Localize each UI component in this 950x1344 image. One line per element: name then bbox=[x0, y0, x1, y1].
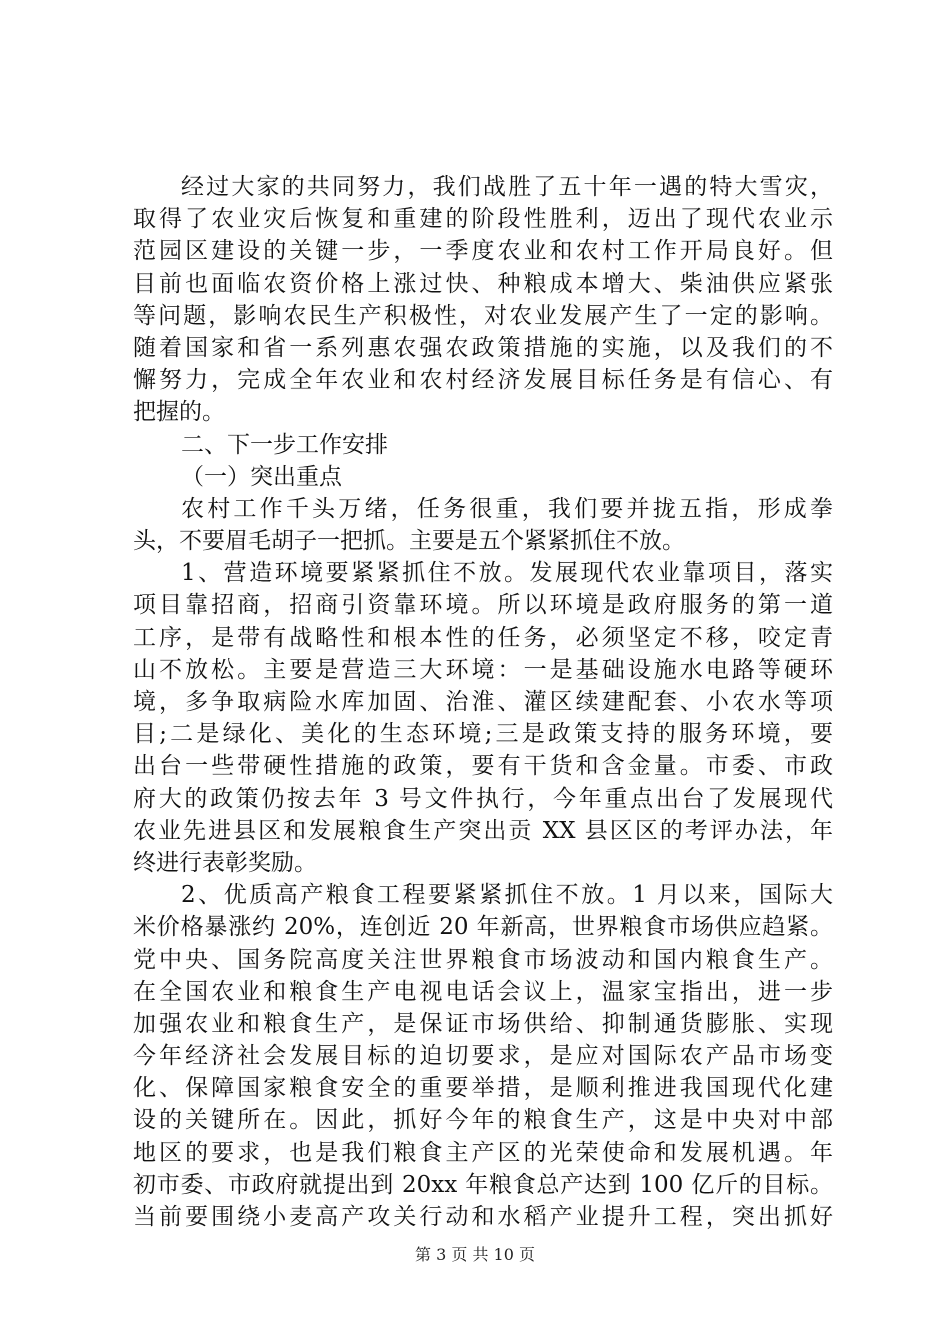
text-line: 懈努力，完成全年农业和农村经济发展目标任务是有信心、有 bbox=[133, 367, 833, 394]
text-line: 农村工作千头万绪，任务很重，我们要并拢五指，形成拳 bbox=[181, 495, 833, 522]
text-line: 头，不要眉毛胡子一把抓。主要是五个紧紧抓住不放。 bbox=[133, 528, 685, 555]
text-line: 出台一些带硬性措施的政策，要有干货和含金量。市委、市政 bbox=[133, 753, 833, 780]
page-footer: 第 3 页 共 10 页 bbox=[415, 1245, 535, 1264]
text-line: 境，多争取病险水库加固、治淮、灌区续建配套、小农水等项 bbox=[133, 689, 833, 715]
text-line: 1、营造环境要紧紧抓住不放。发展现代农业靠项目，落实 bbox=[181, 560, 833, 587]
text-line: 随着国家和省一系列惠农强农政策措施的实施，以及我们的不 bbox=[133, 334, 833, 361]
text-line: 地区的要求，也是我们粮食主产区的光荣使命和发展机遇。年 bbox=[133, 1139, 833, 1166]
text-line: 范园区建设的关键一步，一季度农业和农村工作开局良好。但 bbox=[133, 238, 833, 265]
text-line: 山不放松。主要是营造三大环境：一是基础设施水电路等硬环 bbox=[133, 656, 833, 683]
text-line: 目;二是绿化、美化的生态环境;三是政策支持的服务环境，要 bbox=[133, 721, 833, 748]
text-line: 加强农业和粮食生产，是保证市场供给、抑制通货膨胀、实现 bbox=[133, 1010, 833, 1037]
text-line: 取得了农业灾后恢复和重建的阶段性胜利，迈出了现代农业示 bbox=[133, 206, 833, 233]
text-line: 等问题，影响农民生产积极性，对农业发展产生了一定的影响。 bbox=[133, 302, 833, 329]
text-line: 府大的政策仍按去年 3 号文件执行，今年重点出台了发展现代 bbox=[133, 785, 833, 812]
text-line: 二、下一步工作安排 bbox=[181, 431, 388, 458]
text-line: 当前要围绕小麦高产攻关行动和水稻产业提升工程，突出抓好 bbox=[133, 1204, 833, 1230]
text-line: 目前也面临农资价格上涨过快、种粮成本增大、柴油供应紧张 bbox=[133, 270, 833, 297]
text-line: 工序，是带有战略性和根本性的任务，必须坚定不移，咬定青 bbox=[133, 624, 833, 651]
text-line: 设的关键所在。因此，抓好今年的粮食生产，这是中央对中部 bbox=[133, 1107, 833, 1134]
text-line: 今年经济社会发展目标的迫切要求，是应对国际农产品市场变 bbox=[133, 1043, 833, 1070]
text-line: 把握的。 bbox=[133, 399, 225, 426]
text-line: 2、优质高产粮食工程要紧紧抓住不放。1 月以来，国际大 bbox=[181, 882, 833, 909]
text-line: 农业先进县区和发展粮食生产突出贡 XX 县区区的考评办法，年 bbox=[133, 817, 833, 844]
text-line: 经过大家的共同努力，我们战胜了五十年一遇的特大雪灾， bbox=[181, 174, 833, 200]
text-line: 初市委、市政府就提出到 20xx 年粮食总产达到 100 亿斤的目标。 bbox=[133, 1171, 833, 1198]
text-line: 党中央、国务院高度关注世界粮食市场波动和国内粮食生产。 bbox=[133, 946, 833, 973]
text-line: （一）突出重点 bbox=[181, 463, 342, 490]
text-line: 米价格暴涨约 20%，连创近 20 年新高，世界粮食市场供应趋紧。 bbox=[133, 914, 833, 941]
text-line: 化、保障国家粮食安全的重要举措，是顺利推进我国现代化建 bbox=[133, 1075, 833, 1102]
text-line: 终进行表彰奖励。 bbox=[133, 849, 317, 876]
text-line: 项目靠招商，招商引资靠环境。所以环境是政府服务的第一道 bbox=[133, 592, 833, 619]
text-line: 在全国农业和粮食生产电视电话会议上，温家宝指出，进一步 bbox=[133, 978, 833, 1005]
document-body bbox=[133, 171, 833, 1233]
